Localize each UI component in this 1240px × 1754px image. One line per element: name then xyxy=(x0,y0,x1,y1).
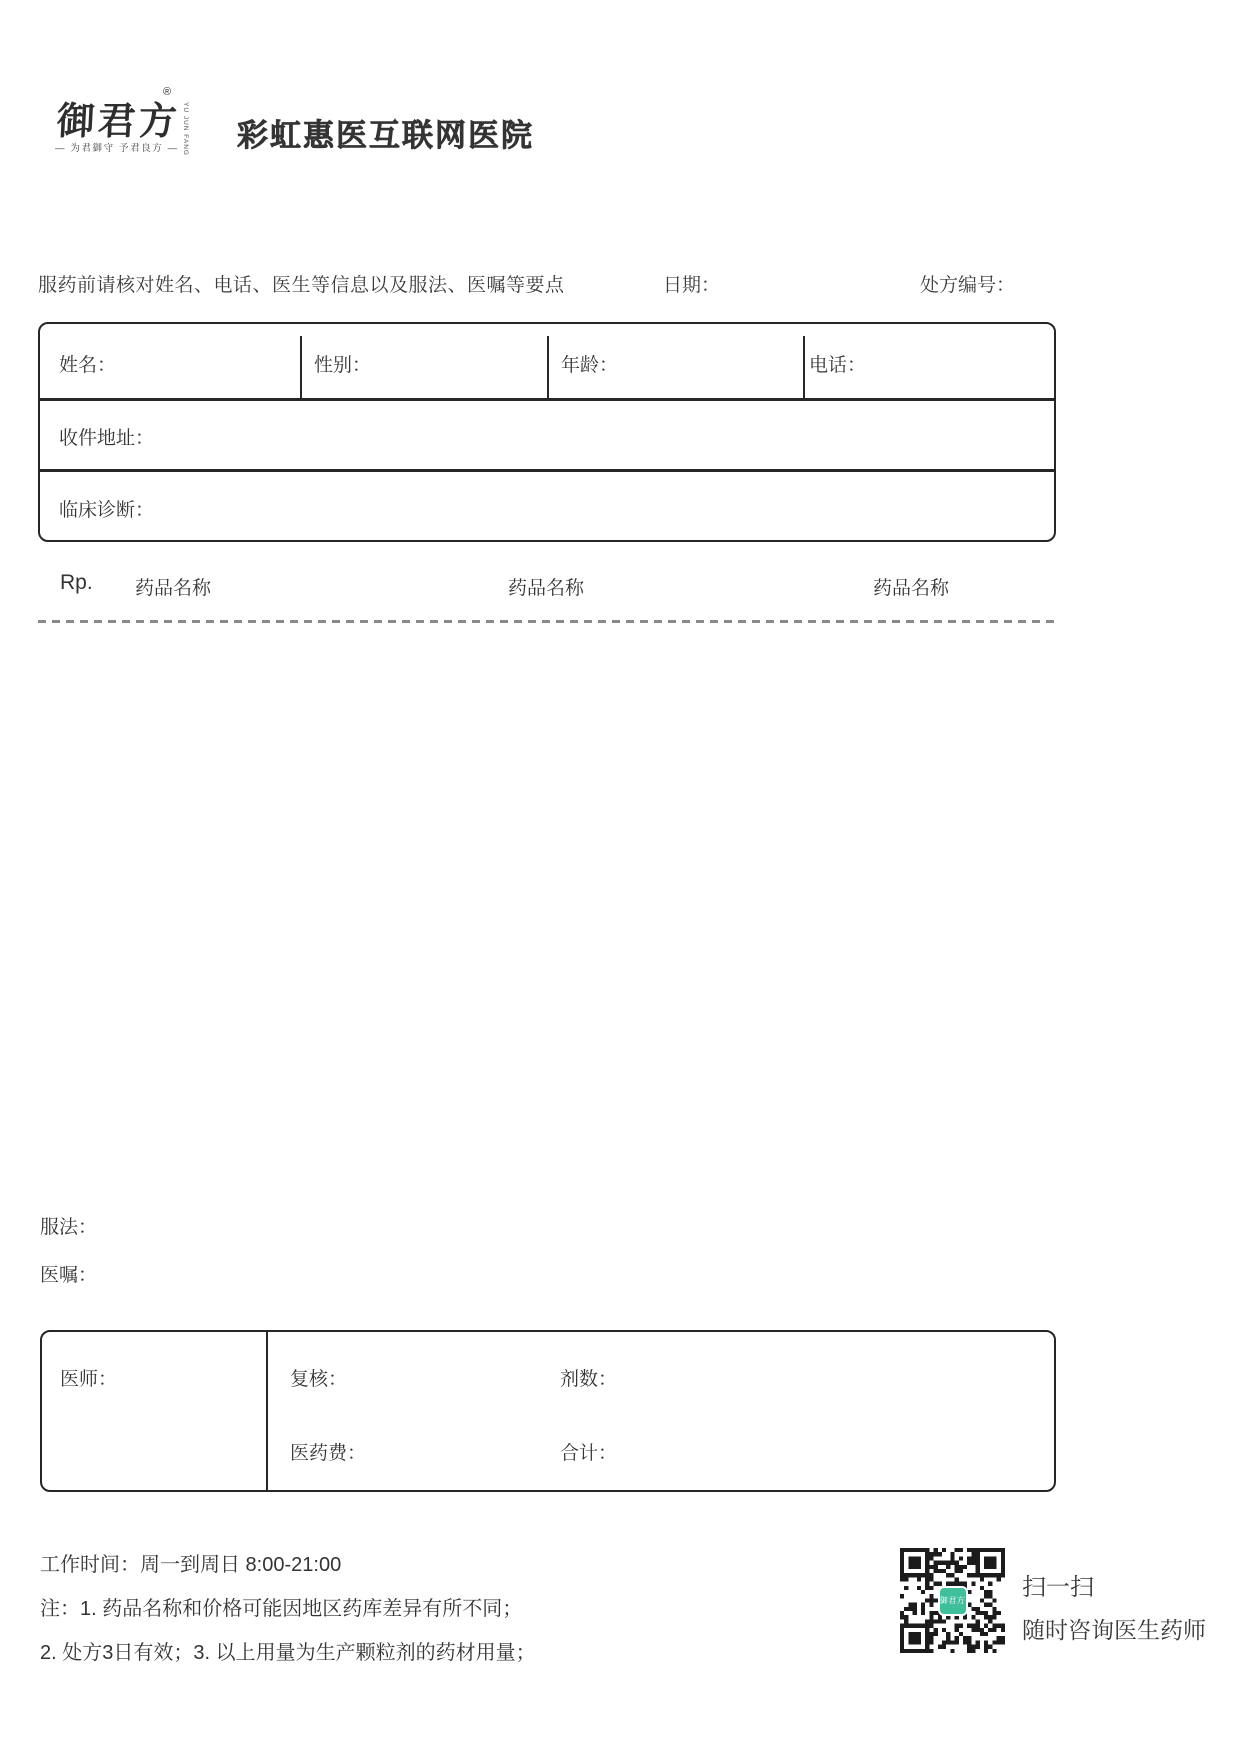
column-divider xyxy=(803,336,805,398)
column-divider xyxy=(547,336,549,398)
doctor-label: 医师： xyxy=(60,1369,118,1390)
column-divider xyxy=(300,336,302,398)
patient-phone-label: 电话： xyxy=(809,355,867,376)
prescription-number-label: 处方编号： xyxy=(920,275,1016,296)
rp-label: Rp. xyxy=(60,571,93,594)
brand-name-latin: YU JUN FANG xyxy=(182,102,189,156)
medicine-fee-label: 医药费： xyxy=(290,1443,367,1464)
patient-gender-label: 性别： xyxy=(314,355,372,376)
hospital-name: 彩虹惠医互联网医院 xyxy=(237,118,534,153)
total-label: 合计： xyxy=(560,1443,618,1464)
brand-logo xyxy=(55,88,205,158)
qr-center-text: 御君方 xyxy=(939,1596,966,1605)
patient-name-label: 姓名： xyxy=(59,355,117,376)
brand-tagline: — 为君御守 予君良方 — xyxy=(55,143,179,154)
work-hours-text: 工作时间：周一到周日 8:00-21:00 xyxy=(40,1554,342,1576)
scan-title: 扫一扫 xyxy=(1022,1574,1094,1601)
shipping-address-label: 收件地址： xyxy=(59,428,155,449)
rp-header-row xyxy=(0,571,1240,599)
row-divider xyxy=(40,469,1054,472)
signature-box xyxy=(40,1330,1056,1492)
usage-method-label: 服法： xyxy=(40,1217,98,1238)
review-label: 复核： xyxy=(290,1369,348,1390)
registered-trademark-icon: ® xyxy=(163,86,172,98)
scan-subtitle: 随时咨询医生药师 xyxy=(1022,1617,1206,1643)
drug-name-column-header: 药品名称 xyxy=(873,578,950,599)
qr-code xyxy=(900,1548,1005,1653)
qr-center-logo xyxy=(938,1586,968,1616)
column-divider xyxy=(266,1332,268,1490)
drug-name-column-header: 药品名称 xyxy=(135,578,212,599)
note-line-2: 2. 处方3日有效；3. 以上用量为生产颗粒剂的药材用量； xyxy=(40,1642,536,1664)
dose-count-label: 剂数： xyxy=(560,1369,618,1390)
brand-name: 御君方 xyxy=(55,98,182,143)
note-line-1: 注：1. 药品名称和价格可能因地区药库差异有所不同； xyxy=(40,1598,523,1620)
doctor-advice-label: 医嘱： xyxy=(40,1265,98,1286)
verify-notice-text: 服药前请核对姓名、电话、医生等信息以及服法、医嘱等要点 xyxy=(38,275,565,296)
drug-name-column-header: 药品名称 xyxy=(508,578,585,599)
dashed-separator xyxy=(38,620,1056,623)
patient-age-label: 年龄： xyxy=(561,355,619,376)
date-label: 日期： xyxy=(663,275,721,296)
notice-row xyxy=(0,270,1240,296)
clinical-diagnosis-label: 临床诊断： xyxy=(59,500,155,521)
patient-info-box xyxy=(38,322,1056,542)
row-divider xyxy=(40,398,1054,401)
